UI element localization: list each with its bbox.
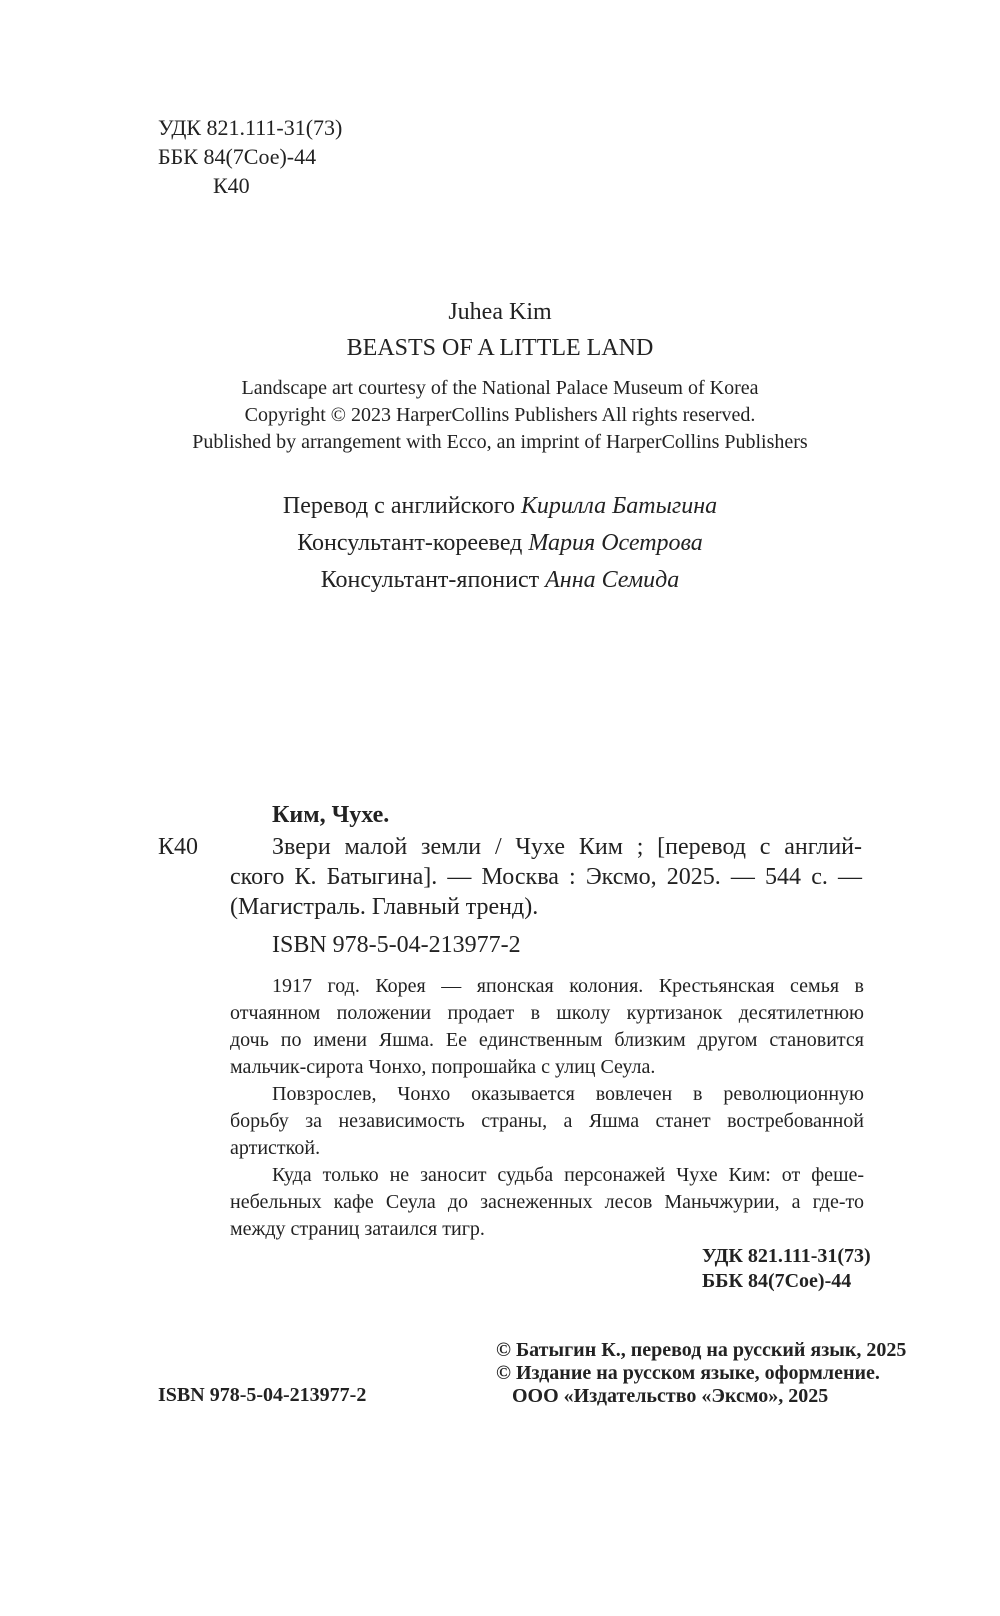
copyright-line-3: Published by arrangement with Ecco, an imprint of HarperCollins Publishers [192,431,808,453]
credit-translator [0,491,1000,521]
copyright-ru-line: © Издание на русском языке, оформление. [496,1362,880,1384]
catalog-bbk: ББК 84(7Сое)-44 [702,1270,852,1292]
copyright-ru-line: ООО «Издательство «Эксмо», 2025 [512,1385,829,1407]
credit-name: Мария Осетрова [528,530,703,556]
catalog-desc-line: Звери малой земли / Чухе Ким ; [перевод с англий- [272,834,862,860]
catalog-desc-line: (Магистраль. Главный тренд). [230,894,539,920]
annotation-line: артисткой. [230,1137,321,1159]
catalog-desc-line: ского К. Батыгина]. — Москва : Эксмо, 2025. — 544 с. — [230,864,862,890]
copyright-ru-line: © Батыгин К., перевод на русский язык, 2025 [496,1339,907,1361]
annotation-line: между страниц затаился тигр. [230,1218,485,1240]
credit-role: Консультант-японист [320,567,546,593]
original-author: Juhea Kim [448,299,552,325]
annotation-line: небельных кафе Сеула до заснеженных лесов Маньчжурии, а где-то [230,1191,864,1213]
credit-korea-consultant [0,528,1000,558]
annotation-line: дочь по имени Яшма. Ее единственным близким другом становится [230,1029,864,1051]
annotation-line: Повзрослев, Чонхо оказывается вовлечен в революционную [272,1083,864,1105]
catalog-heading: Ким, Чухе. [272,802,390,828]
copyright-line-1: Landscape art courtesy of the National Palace Museum of Korea [241,377,759,399]
original-title: BEASTS OF A LITTLE LAND [346,335,654,361]
credit-japan-consultant [0,565,1000,595]
credit-name: Кирилла Батыгина [520,493,718,519]
annotation-line: отчаянном положении продает в школу куртизанок десятилетнюю [230,1002,864,1024]
catalog-description [272,832,862,862]
annotation-line: Куда только не заносит судьба персонажей Чухе Ким: от феше- [272,1164,864,1186]
author-mark: К40 [213,173,250,198]
annotation-line: мальчик-сирота Чонхо, попрошайка с улиц Сеула. [230,1056,656,1078]
bbk-code: ББК 84(7Сое)-44 [158,144,317,169]
annotation-line: 1917 год. Корея — японская колония. Крестьянская семья в [272,975,864,997]
copyright-line-2: Copyright © 2023 HarperCollins Publishers All rights reserved. [244,404,756,426]
catalog-udk: УДК 821.111-31(73) [702,1245,871,1267]
credit-role: Консультант-кореевед [297,530,529,556]
credit-name: Анна Семида [545,567,680,593]
udk-code: УДК 821.111-31(73) [158,115,343,140]
credit-role: Перевод с английского [282,493,521,519]
bottom-isbn: ISBN 978-5-04-213977-2 [158,1384,367,1406]
annotation-line: борьбу за независимость страны, а Яшма станет востребованной [230,1110,864,1132]
catalog-isbn: ISBN 978-5-04-213977-2 [272,932,521,958]
catalog-description [230,862,862,892]
catalog-mark: К40 [158,834,199,860]
